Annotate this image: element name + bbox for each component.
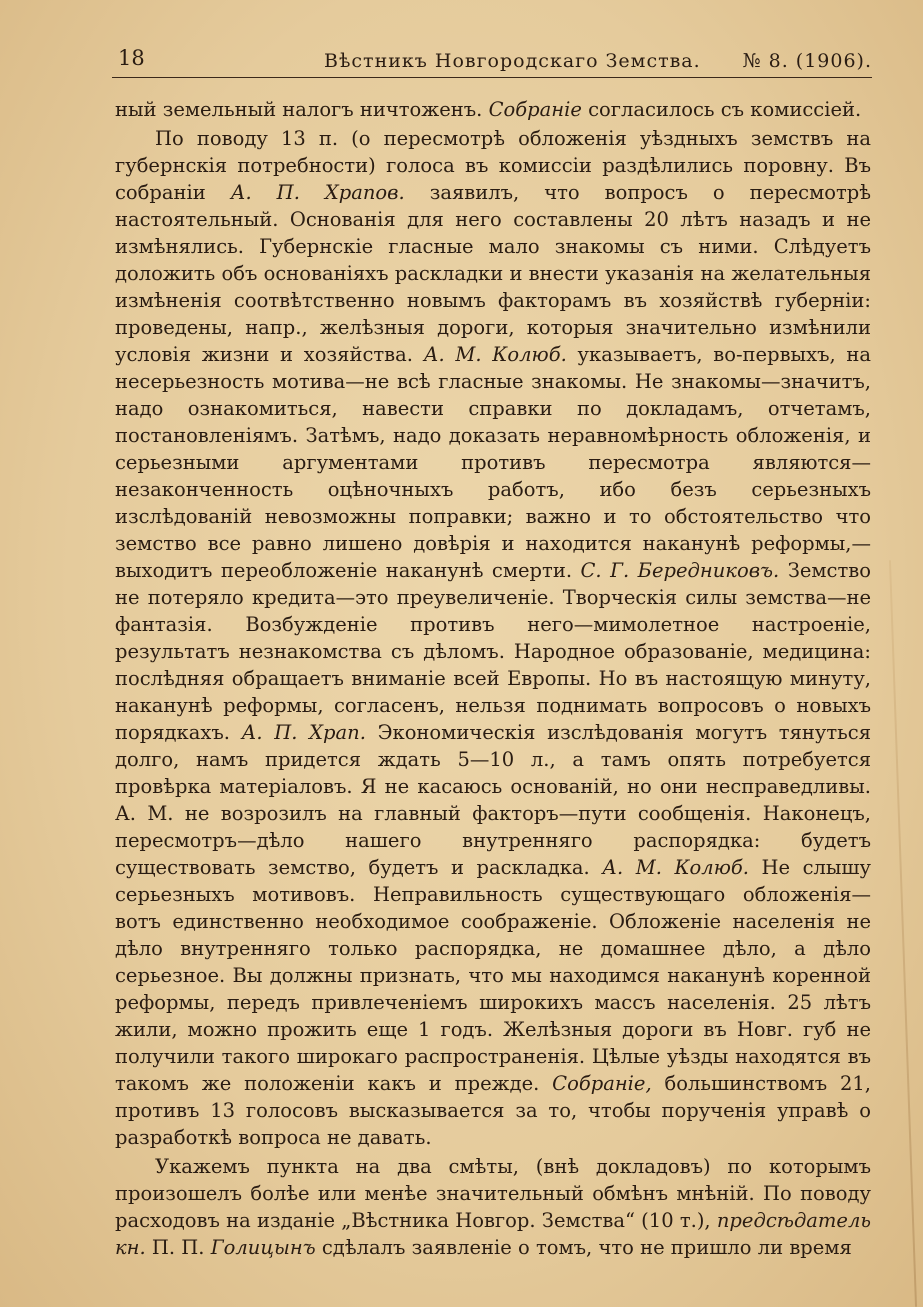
- journal-title: Вѣстникъ Новгородскаго Земства.: [324, 50, 701, 72]
- text-run: большинствомъ 21, противъ 13 голосовъ высказывается за то, чтобы порученія управѣ о разработкѣ вопроса не давать.: [115, 1072, 871, 1149]
- paragraph: [115, 96, 871, 123]
- italic-run: Собраніе,: [552, 1072, 652, 1095]
- text-run: ный земельный налогъ ничтоженъ.: [115, 98, 489, 121]
- text-run: П. П.: [145, 1236, 211, 1259]
- page-number: 18: [118, 46, 145, 70]
- text-run: сдѣлалъ заявленіе о томъ, что не пришло ли время: [315, 1236, 852, 1259]
- text-run: По поводу 13 п. (о пересмотрѣ обложенія уѣздныхъ земствъ на губернскія потребности) голоса въ комиссіи раздѣлились поровну. Въ собраніи: [115, 127, 871, 204]
- text-run: Укажемъ пункта на два смѣты, (внѣ докладовъ) по которымъ произошелъ болѣе или менѣе значительный обмѣнъ мнѣній. По поводу расходовъ на изданіе „Вѣстника Новгор. Земства“ (10 т.),: [115, 1155, 871, 1232]
- italic-run: А. М. Колюб.: [602, 856, 749, 879]
- body-text: [115, 96, 871, 1261]
- text-run: указываетъ, во-первыхъ, на несерьезность мотива—не всѣ гласные знакомы. Не знакомы—значитъ, надо ознакомиться, навести справки по докладамъ, отчетамъ, постановленіямъ. Затѣмъ, надо доказать неравномѣрность обложенія, и серьезными аргументами противъ пересмотра являются—незаконченность оцѣночныхъ работъ, ибо безъ серьезныхъ изслѣдованій невозможны поправки; важно и то обстоятельство что земство все равно лишено довѣрія и находится наканунѣ реформы,—выходитъ переобложеніе наканунѣ смерти.: [115, 343, 872, 582]
- text-run: согласилось съ комиссіей.: [581, 98, 862, 121]
- header-rule: [112, 77, 872, 78]
- paper-crease: [889, 560, 917, 1307]
- italic-run: А. П. Храпов.: [230, 181, 405, 204]
- italic-run: А. П. Храп.: [241, 721, 366, 744]
- italic-run: С. Г. Бередниковъ.: [580, 559, 780, 582]
- italic-run: А. М. Колюб.: [423, 343, 567, 366]
- paragraph: [115, 1153, 871, 1261]
- text-run: Экономическія изслѣдованія могутъ тянуться долго, намъ придется ждать 5—10 л., а тамъ опять потребуется провѣрка матеріаловъ. Я не касаюсь основаній, но они несправедливы. А. М. не возрозилъ на главный факторъ—пути сообщенія. Наконецъ, пересмотръ—дѣло нашего внутренняго распорядка: будетъ существовать земство, будетъ и раскладка.: [115, 721, 871, 879]
- paragraph: [115, 125, 871, 1151]
- text-run: Не слышу серьезныхъ мотивовъ. Неправильность существующаго обложенія—вотъ единственно необходимое соображеніе. Обложеніе населенія не дѣло внутренняго только распорядка, не домашнее дѣло, а дѣло серьезное. Вы должны признать, что мы находимся наканунѣ коренной реформы, передъ привлеченіемъ широкихъ массъ населенія. 25 лѣтъ жили, можно прожить еще 1 годъ. Желѣзныя дороги въ Новг. губ не получили такого широкаго распространенія. Цѣлые уѣзды находятся въ такомъ же положеніи какъ и прежде.: [115, 856, 872, 1095]
- italic-run: предсѣдатель кн.: [115, 1209, 871, 1259]
- italic-run: Собраніе: [488, 98, 582, 121]
- text-run: Земство не потеряло кредита—это преувеличеніе. Творческія силы земства—не фантазія. Возбужденіе противъ него—мимолетное настроеніе, результатъ незнакомства съ дѣломъ. Народное образованіе, медицина: послѣдняя обращаетъ вниманіе всей Европы. Но въ настоящую минуту, наканунѣ реформы, согласенъ, нельзя поднимать вопросовъ о новыхъ порядкахъ.: [115, 559, 871, 744]
- running-header: [112, 44, 872, 80]
- issue-number: № 8. (1906).: [742, 50, 872, 72]
- italic-run: Голицынъ: [210, 1236, 316, 1259]
- text-run: заявилъ, что вопросъ о пересмотрѣ настоятельный. Основанія для него составлены 20 лѣтъ назадъ и не измѣнялись. Губернскіе гласные мало знакомы съ ними. Слѣдуетъ доложить объ основаніяхъ раскладки и внести указанія на желательныя измѣненія соотвѣтственно новымъ факторамъ въ хозяйствѣ губерніи: проведены, напр., желѣзныя дороги, которыя значительно измѣнили условія жизни и хозяйства.: [115, 181, 872, 366]
